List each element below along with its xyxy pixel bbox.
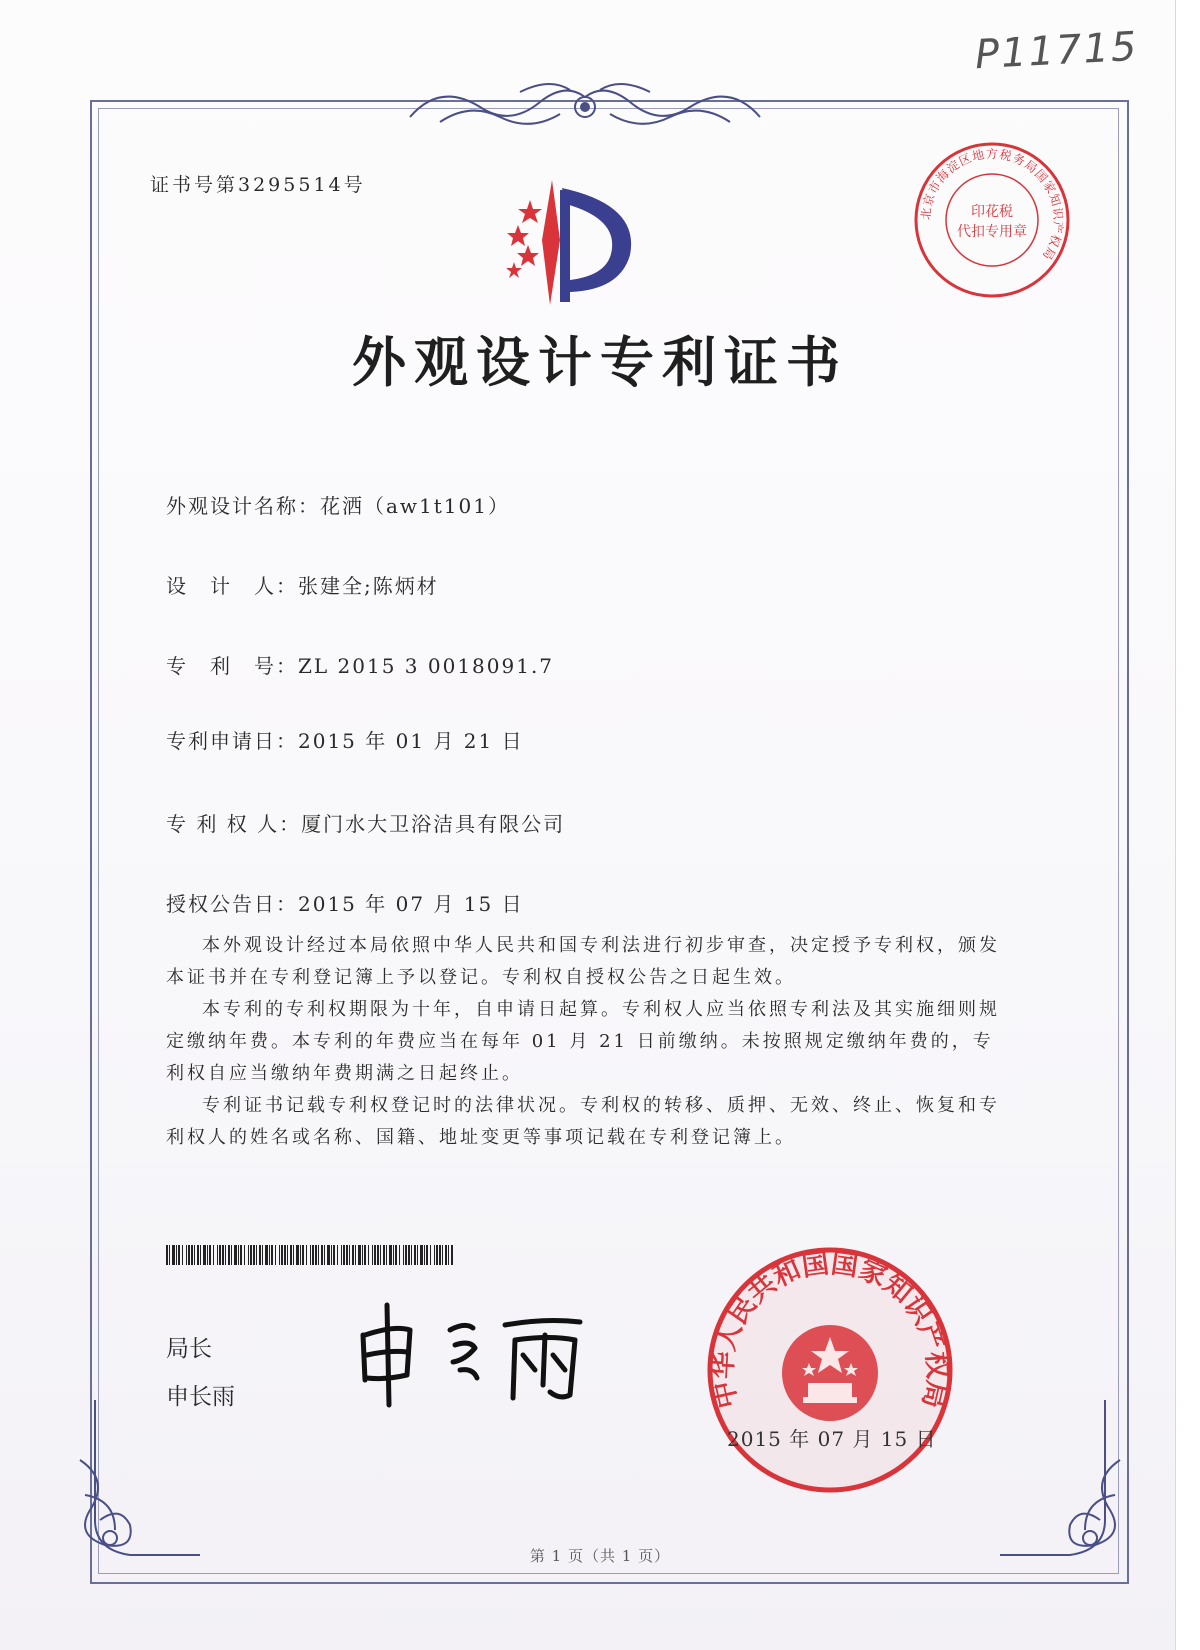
field-patentee: [166, 808, 565, 837]
body-paragraph: 专利证书记载专利权登记时的法律状况。专利权的转移、质押、无效、终止、恢复和专利权人的姓名或名称、国籍、地址变更等事项记载在专利登记簿上。: [166, 1095, 1000, 1148]
field-designer: [166, 570, 439, 599]
director-name: 申长雨: [166, 1384, 235, 1410]
field-value: 2015 年 07 月 15 日: [298, 892, 524, 916]
field-value: ZL 2015 3 0018091.7: [298, 654, 555, 678]
field-value: 厦门水大卫浴洁具有限公司: [301, 812, 566, 836]
field-value: 花洒（aw1t101）: [320, 494, 510, 518]
field-label: 设 计 人：: [166, 574, 298, 598]
patent-office-logo-icon: [500, 180, 670, 320]
small-seal-inner-text-1: 印花税: [971, 204, 1013, 220]
field-value: 张建全;陈炳材: [298, 574, 439, 598]
small-seal-inner-text-2: 代扣专用章: [957, 224, 1027, 240]
field-label: 专 利 号：: [166, 654, 298, 678]
certificate-number: 证书号第3295514号: [150, 174, 366, 196]
field-label: 授权公告日：: [166, 892, 298, 916]
field-label: 专 利 权 人：: [166, 812, 302, 836]
stamp-duty-seal-icon: [912, 140, 1072, 300]
body-paragraph: 本专利的专利权期限为十年，自申请日起算。专利权人应当依照专利法及其实施细则规定缴纳年费。本专利的年费应当在每年 01 月 21 日前缴纳。未按照规定缴纳年费的，专利权自应当缴纳年费期满之日起终止。: [166, 999, 1000, 1084]
page-number: 第 1 页（共 1 页）: [529, 1547, 671, 1565]
cnipa-official-seal-icon: [705, 1245, 955, 1495]
field-value: 2015 年 01 月 21 日: [298, 729, 524, 753]
certificate-title: 外观设计专利证书: [352, 331, 848, 394]
director-title: 局长: [166, 1336, 212, 1362]
field-grant-date: [166, 888, 524, 917]
top-ornament-icon: [400, 72, 770, 142]
small-seal-ring-text: 北京市海淀区地方税务局国家知识产权局: [918, 146, 1066, 263]
field-label: 外观设计名称：: [166, 494, 320, 518]
field-application-date: [166, 725, 524, 754]
big-seal-ring-text: 中华人民共和国国家知识产权局: [707, 1248, 953, 1412]
field-patent-number: [166, 650, 554, 679]
field-label: 专利申请日：: [166, 729, 298, 753]
body-paragraph: 本外观设计经过本局依照中华人民共和国专利法进行初步审查，决定授予专利权，颁发本证书并在专利登记簿上予以登记。专利权自授权公告之日起生效。: [166, 935, 1000, 988]
scan-margin: [1175, 0, 1200, 1650]
barcode-icon: [166, 1245, 453, 1265]
seal-date: 2015 年 07 月 15 日: [727, 1427, 937, 1451]
field-design-name: [166, 490, 510, 519]
certificate-body: [166, 930, 1006, 1154]
handwritten-note: P11715: [973, 23, 1140, 79]
director-signature-icon: [355, 1300, 595, 1410]
